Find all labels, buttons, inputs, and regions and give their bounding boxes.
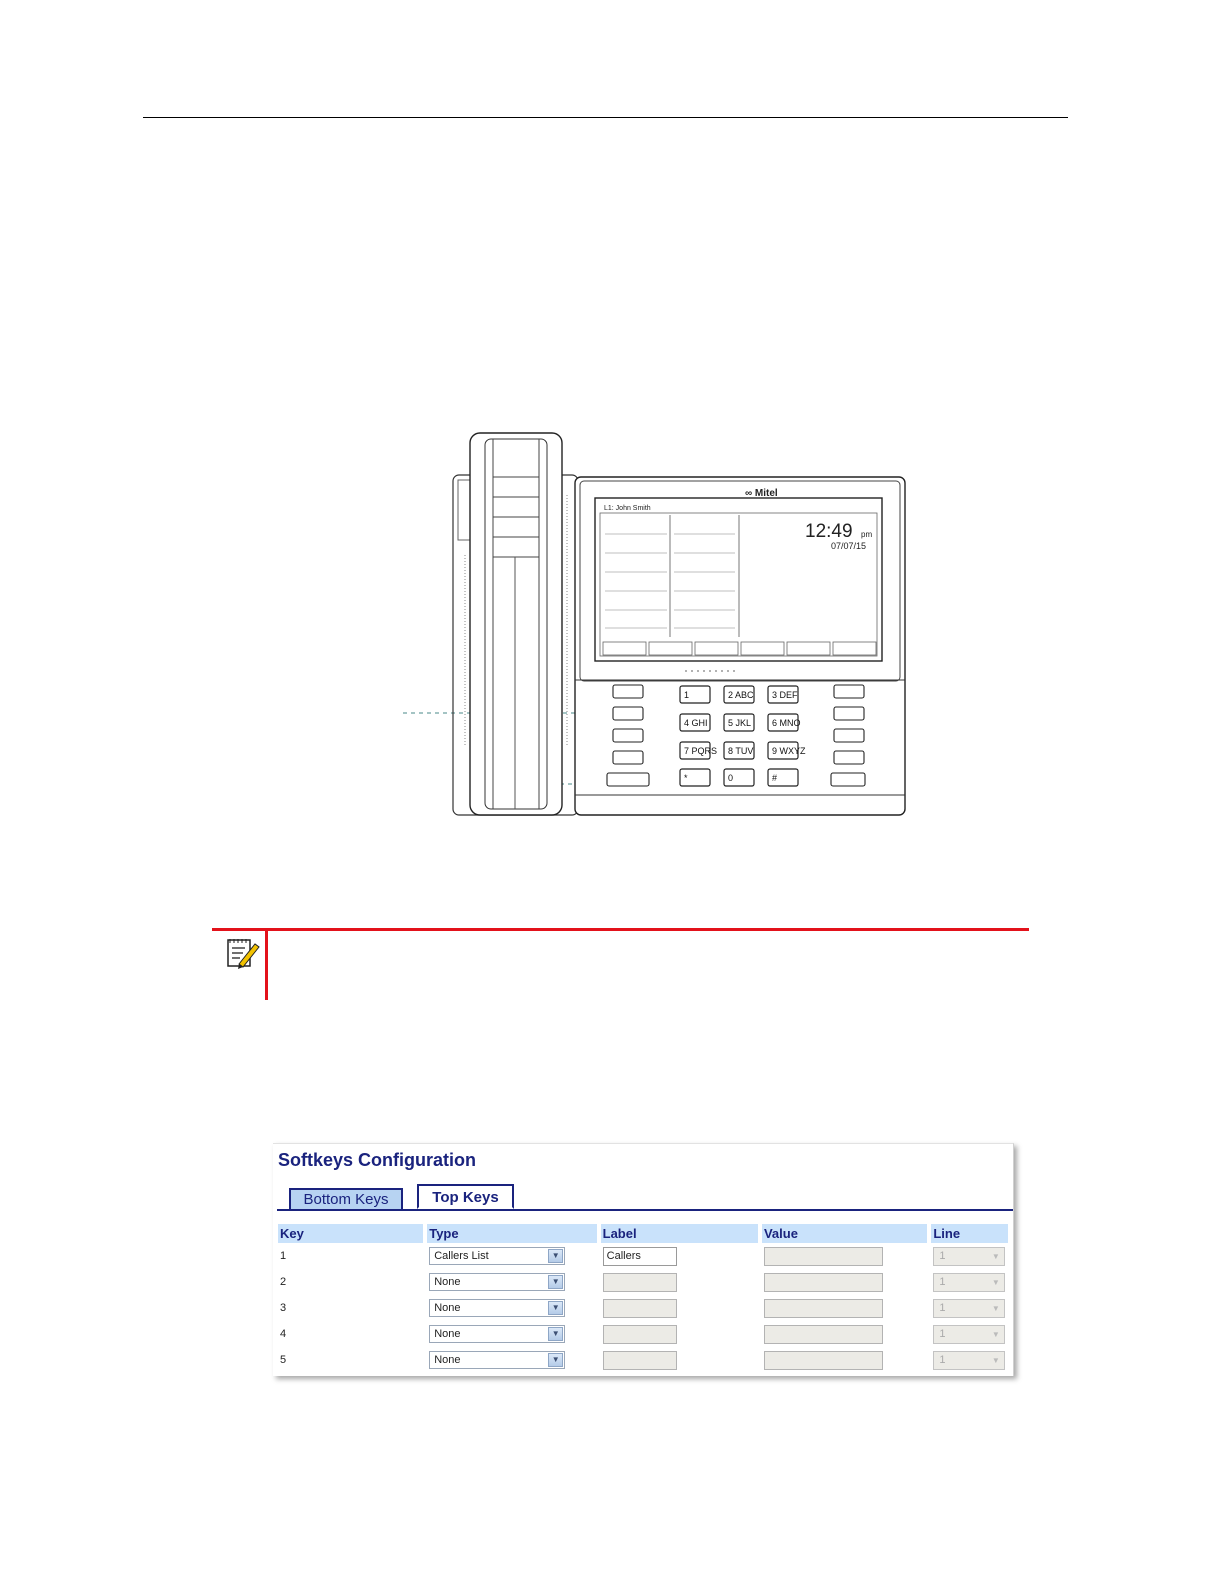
handset [470,433,562,815]
line-select[interactable] [933,1351,1005,1370]
line-select-value: 1 [939,1249,946,1262]
line-select[interactable] [933,1273,1005,1292]
dialpad-key-hash: # [772,773,778,783]
chevron-down-icon: ▼ [991,1329,1000,1339]
label-input[interactable] [603,1299,677,1318]
chevron-down-icon: ▼ [991,1277,1000,1287]
chevron-down-icon: ▼ [991,1355,1000,1365]
chevron-down-icon: ▼ [991,1303,1000,1313]
line-select[interactable] [933,1247,1005,1266]
chevron-down-icon: ▼ [548,1301,563,1315]
screen-date: 07/07/15 [831,541,867,551]
type-select-value: Callers List [434,1250,489,1262]
screen-line-label: L1: John Smith [604,505,651,512]
type-select[interactable] [429,1273,565,1291]
type-select-value: None [434,1302,461,1314]
table-header-row [278,1224,1008,1243]
value-input[interactable] [764,1351,883,1370]
softkeys-title: Softkeys Configuration [278,1150,477,1170]
type-select[interactable] [429,1299,565,1317]
column-header-key: Key [278,1224,423,1243]
key-number: 5 [280,1354,287,1366]
table-row [278,1347,1008,1373]
chevron-down-icon: ▼ [991,1251,1000,1261]
value-input[interactable] [764,1325,883,1344]
dialpad-key-5: 5 JKL [728,718,752,728]
column-header-type: Type [427,1224,596,1243]
screen-ampm: pm [861,530,873,539]
tab-bottom-keys[interactable]: Bottom Keys [289,1188,403,1209]
chevron-down-icon: ▼ [548,1353,563,1367]
key-number: 4 [280,1328,287,1340]
table-row [278,1243,1008,1269]
page-header-rule [143,117,1068,118]
table-row [278,1295,1008,1321]
dialpad-key-star: * [684,773,688,783]
value-input[interactable] [764,1273,883,1292]
label-input[interactable] [603,1351,677,1370]
note-side-bar [265,928,268,1000]
softkeys-table [278,1224,1008,1373]
key-number: 1 [280,1250,287,1262]
label-input[interactable] [603,1325,677,1344]
line-select[interactable] [933,1325,1005,1344]
softkeys-configuration-panel [273,1143,1014,1376]
key-number: 3 [280,1302,287,1314]
column-header-line: Line [931,1224,1008,1243]
note-pencil-icon [225,936,261,970]
dialpad-key-4: 4 GHI [684,718,708,728]
value-input[interactable] [764,1247,883,1266]
note-top-bar [212,928,1029,931]
label-input[interactable] [603,1273,677,1292]
line-select-value: 1 [939,1353,946,1366]
tab-strip [277,1186,1013,1210]
line-select-value: 1 [939,1275,946,1288]
dialpad-key-2: 2 ABC [728,690,754,700]
tab-top-keys[interactable]: Top Keys [417,1184,514,1209]
type-select-value: None [434,1354,461,1366]
type-select[interactable] [429,1247,565,1265]
value-input[interactable] [764,1299,883,1318]
tab-underline [277,1209,1013,1211]
type-select-value: None [434,1276,461,1288]
column-header-label: Label [601,1224,758,1243]
dialpad-key-3: 3 DEF [772,690,798,700]
label-input[interactable]: Callers [603,1247,677,1266]
dialpad-key-0: 0 [728,773,734,783]
brand-logo: ∞ Mitel [745,488,778,499]
dialpad-key-6: 6 MNO [772,718,801,728]
type-select[interactable] [429,1325,565,1343]
dialpad-key-1: 1 [684,690,690,700]
key-number: 2 [280,1276,287,1288]
phone-illustration [395,425,915,825]
column-header-value: Value [762,1224,927,1243]
line-select-value: 1 [939,1327,946,1340]
phone-base [575,477,905,815]
line-select-value: 1 [939,1301,946,1314]
type-select-value: None [434,1328,461,1340]
dialpad-key-8: 8 TUV [728,746,754,756]
chevron-down-icon: ▼ [548,1249,563,1263]
chevron-down-icon: ▼ [548,1327,563,1341]
dialpad-key-9: 9 WXYZ [772,746,806,756]
table-row [278,1321,1008,1347]
table-row [278,1269,1008,1295]
chevron-down-icon: ▼ [548,1275,563,1289]
line-select[interactable] [933,1299,1005,1318]
screen-time: 12:49 [805,521,853,542]
type-select[interactable] [429,1351,565,1369]
dialpad-key-7: 7 PQRS [684,746,718,756]
